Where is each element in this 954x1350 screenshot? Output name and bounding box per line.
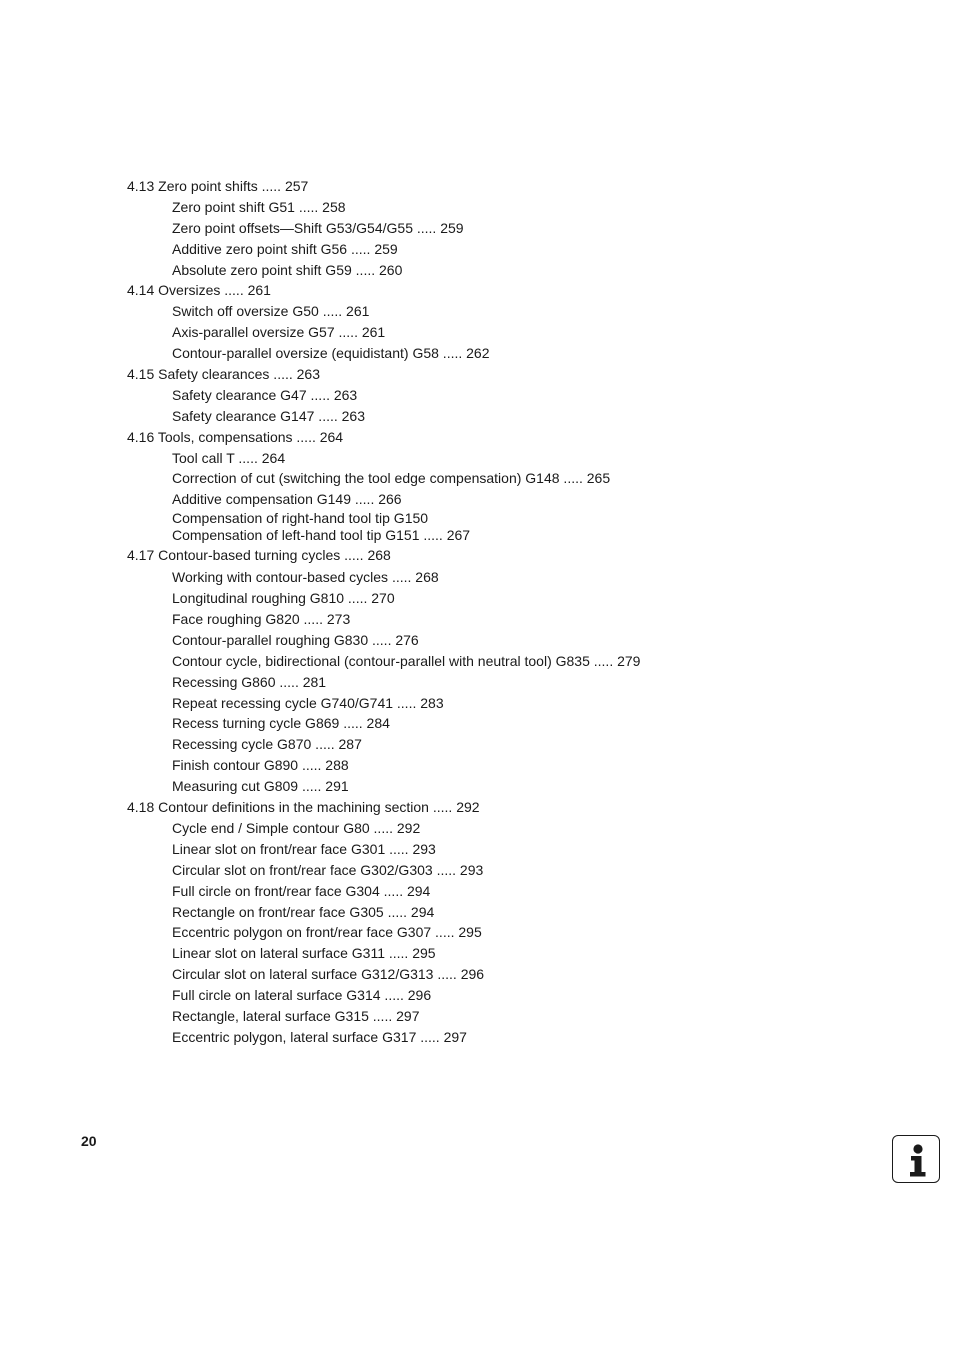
toc-entry[interactable]: Tool call T ..... 264 (172, 449, 286, 466)
toc-entry[interactable]: Recessing cycle G870 ..... 287 (172, 736, 362, 753)
toc-entry[interactable]: Repeat recessing cycle G740/G741 ..... 283 (172, 694, 444, 711)
toc-entry[interactable]: Circular slot on lateral surface G312/G313 ..... 296 (172, 966, 485, 983)
toc-entry[interactable]: Measuring cut G809 ..... 291 (172, 778, 349, 795)
toc-entry[interactable]: Additive zero point shift G56 ..... 259 (172, 240, 398, 257)
info-icon (892, 1135, 940, 1183)
toc-entry[interactable]: Compensation of right-hand tool tip G150 (172, 510, 429, 527)
toc-entry[interactable]: Full circle on lateral surface G314 ..... 296 (172, 987, 432, 1004)
toc-entry[interactable]: Circular slot on front/rear face G302/G303 ..... 293 (172, 861, 484, 878)
toc-entry[interactable]: Cycle end / Simple contour G80 ..... 292 (172, 819, 421, 836)
toc-entry[interactable]: Switch off oversize G50 ..... 261 (172, 303, 370, 320)
toc-section[interactable]: 4.14 Oversizes ..... 261 (127, 282, 271, 299)
toc-entry[interactable]: Compensation of left-hand tool tip G151 ..... 267 (172, 527, 471, 544)
table-of-contents (0, 176, 954, 1048)
toc-entry[interactable]: Correction of cut (switching the tool edge compensation) G148 ..... 265 (172, 470, 611, 487)
toc-entry[interactable]: Working with contour-based cycles ..... 268 (172, 569, 439, 586)
toc-entry[interactable]: Axis-parallel oversize G57 ..... 261 (172, 324, 386, 341)
toc-entry[interactable]: Additive compensation G149 ..... 266 (172, 491, 402, 508)
toc-entry[interactable]: Recess turning cycle G869 ..... 284 (172, 715, 390, 732)
toc-entry[interactable]: Zero point shift G51 ..... 258 (172, 198, 346, 215)
toc-entry[interactable]: Contour cycle, bidirectional (contour-parallel with neutral tool) G835 ..... 279 (172, 652, 641, 669)
info-icon-glyph (893, 1136, 941, 1184)
toc-section[interactable]: 4.16 Tools, compensations ..... 264 (127, 428, 344, 445)
toc-section[interactable]: 4.17 Contour-based turning cycles ..... 268 (127, 547, 391, 564)
toc-entry[interactable]: Safety clearance G147 ..... 263 (172, 407, 366, 424)
toc-entry[interactable]: Contour-parallel roughing G830 ..... 276 (172, 631, 419, 648)
toc-entry[interactable]: Finish contour G890 ..... 288 (172, 757, 349, 774)
toc-section[interactable]: 4.15 Safety clearances ..... 263 (127, 366, 321, 383)
toc-entry[interactable]: Zero point offsets—Shift G53/G54/G55 ..... 259 (172, 219, 464, 236)
toc-entry[interactable]: Rectangle on front/rear face G305 ..... 294 (172, 903, 435, 920)
toc-entry[interactable]: Full circle on front/rear face G304 ..... 294 (172, 882, 431, 899)
toc-section[interactable]: 4.18 Contour definitions in the machining section ..... 292 (127, 799, 480, 816)
page-number: 20 (81, 1133, 97, 1149)
toc-section[interactable]: 4.13 Zero point shifts ..... 257 (127, 178, 309, 194)
toc-entry[interactable]: Safety clearance G47 ..... 263 (172, 386, 358, 403)
toc-entry[interactable]: Recessing G860 ..... 281 (172, 673, 327, 690)
toc-entry[interactable]: Face roughing G820 ..... 273 (172, 611, 351, 628)
toc-entry[interactable]: Rectangle, lateral surface G315 ..... 297 (172, 1007, 420, 1024)
toc-entry[interactable]: Longitudinal roughing G810 ..... 270 (172, 590, 395, 607)
toc-entry[interactable]: Eccentric polygon, lateral surface G317 ..... 297 (172, 1028, 467, 1045)
toc-entry[interactable]: Eccentric polygon on front/rear face G307 ..... 295 (172, 924, 482, 941)
toc-entry[interactable]: Absolute zero point shift G59 ..... 260 (172, 261, 403, 278)
toc-entry[interactable]: Contour-parallel oversize (equidistant) G58 ..... 262 (172, 345, 490, 362)
toc-entry[interactable]: Linear slot on lateral surface G311 ..... 295 (172, 945, 436, 962)
toc-entry[interactable]: Linear slot on front/rear face G301 ..... 293 (172, 840, 436, 857)
